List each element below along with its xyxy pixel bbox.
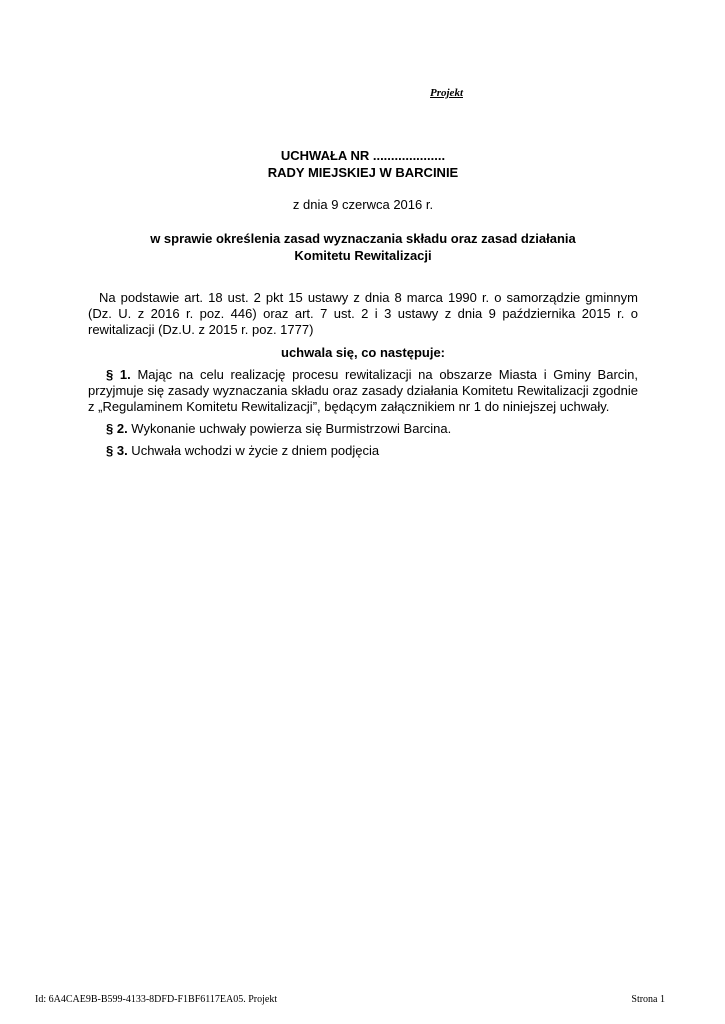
section-2 xyxy=(88,421,638,437)
resolution-subject xyxy=(88,230,638,264)
page-number-footer: Strona 1 xyxy=(631,994,665,1005)
document-id-footer: Id: 6A4CAE9B-B599-4133-8DFD-F1BF6117EA05. Projekt xyxy=(35,994,278,1005)
section-3-number: § 3. xyxy=(106,443,128,458)
resolution-title xyxy=(88,147,638,181)
section-1 xyxy=(88,367,638,415)
section-2-number: § 2. xyxy=(106,421,128,436)
section-2-text: Wykonanie uchwały powierza się Burmistrzowi Barcina. xyxy=(127,421,452,436)
section-1-text: Mając na celu realizację procesu rewitalizacji na obszarze Miasta i Gminy Barcin, przyjmuje się zasady wyznaczania składu oraz zasady działania Komitetu Rewitalizacji zgodnie z „Regulaminem Komitetu Rewitalizacji”, będącym załącznikiem nr 1 do niniejszej uchwały. xyxy=(88,367,639,414)
resolution-body xyxy=(88,290,638,465)
subject-line-2: Komitetu Rewitalizacji xyxy=(294,248,432,263)
legal-basis-paragraph: Na podstawie art. 18 ust. 2 pkt 15 ustawy z dnia 8 marca 1990 r. o samorządzie gminnym (Dz. U. z 2016 r. poz. 446) oraz art. 7 ust. 2 i 3 ustawy z dnia 9 października 2015 r. o rewitalizacji (Dz.U. z 2015 r. poz. 1777) xyxy=(88,290,638,337)
project-label: Projekt xyxy=(430,87,463,99)
subject-line-1: w sprawie określenia zasad wyznaczania składu oraz zasad działania xyxy=(150,231,576,246)
resolves-heading: uchwala się, co następuje: xyxy=(281,345,445,360)
section-3 xyxy=(88,443,638,459)
resolution-date: z dnia 9 czerwca 2016 r. xyxy=(292,197,434,212)
council-name: RADY MIEJSKIEJ W BARCINIE xyxy=(267,165,459,180)
section-3-text: Uchwała wchodzi w życie z dniem podjęcia xyxy=(127,443,380,458)
section-1-number: § 1. xyxy=(106,367,131,382)
resolution-number: UCHWAŁA NR .................... xyxy=(280,148,446,163)
